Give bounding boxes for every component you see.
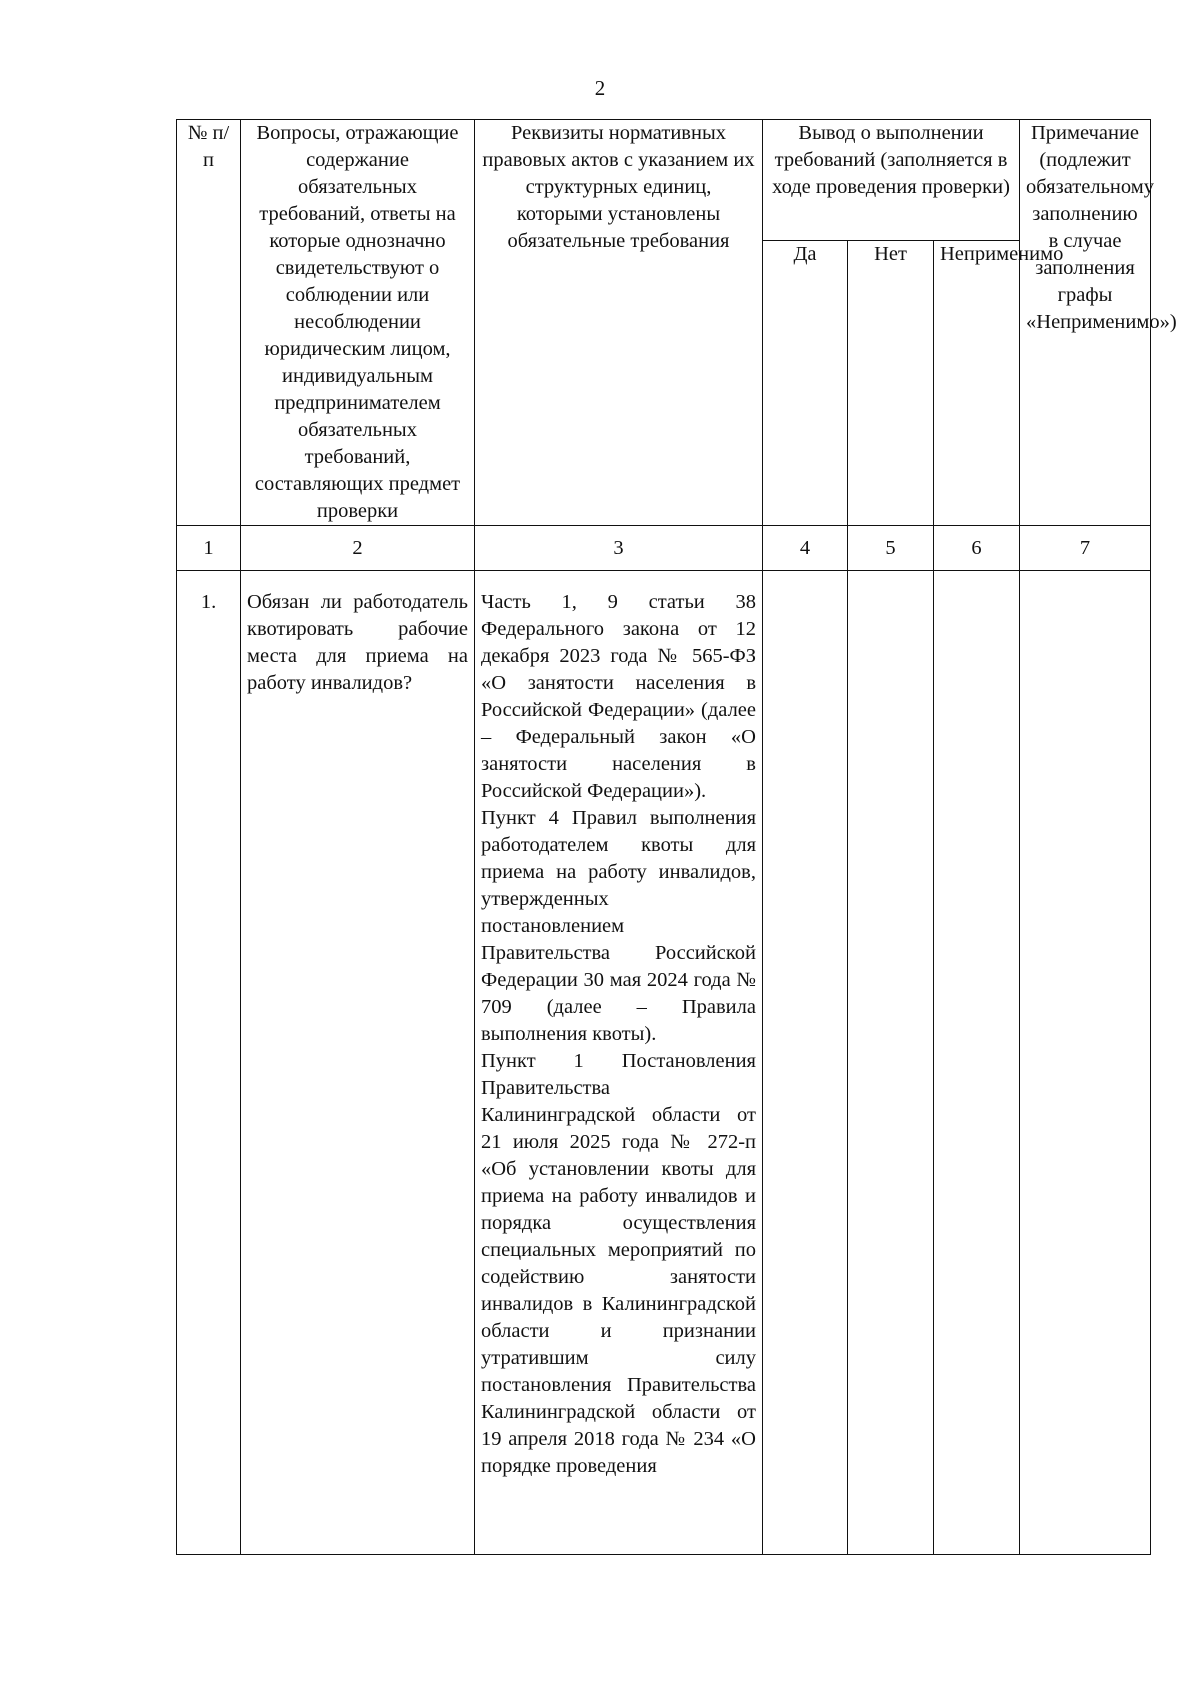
header-question: Вопросы, отражающие содержание обязательных требований, ответы на которые однозначно свидетельствуют о соблюдении или несоблюдении юридическим лицом, индивидуальным предпринимателем обязательных требований, составляющих предмет проверки	[241, 120, 475, 526]
column-number: 3	[475, 526, 763, 571]
legal-ref-paragraph: Пункт 1 Постановления Правительства Калининградской области от 21 июля 2025 года № 272-п «Об установлении квоты для приема на работу инвалидов и порядка осуществления специальных мероприятий по содействию занятости инвалидов в Калининградской области и признании утратившим силу постановления Правительства Калининградской области от 19 апреля 2018 года № 234 «О порядке проведения	[481, 1050, 756, 1477]
column-number: 4	[763, 526, 848, 571]
header-conclusion: Вывод о выполнении требований (заполняется в ходе проведения проверки)	[763, 120, 1020, 241]
header-note: Примечание (подлежит обязательному заполнению в случае заполнения графы «Неприменимо»)	[1020, 120, 1151, 526]
cell-yes[interactable]	[763, 571, 848, 1555]
legal-ref-paragraph: Пункт 4 Правил выполнения работодателем квоты для приема на работу инвалидов, утвержденных постановлением Правительства Российской Федерации 30 мая 2024 года № 709 (далее – Правила выполнения квоты).	[481, 807, 756, 1045]
row-question: Обязан ли работодатель квотировать рабочие места для приема на работу инвалидов?	[241, 571, 475, 1555]
column-number-row	[177, 526, 1151, 571]
header-row	[177, 120, 1151, 241]
column-number: 2	[241, 526, 475, 571]
cell-no[interactable]	[848, 571, 934, 1555]
header-not-applicable: Неприменимо	[934, 240, 1020, 525]
column-number: 5	[848, 526, 934, 571]
checklist-table	[176, 119, 1177, 1555]
cell-note[interactable]	[1020, 571, 1151, 1555]
row-legal-refs	[475, 571, 763, 1555]
column-number: 1	[177, 526, 241, 571]
header-yes: Да	[763, 240, 848, 525]
table-row	[177, 571, 1151, 1555]
column-number: 6	[934, 526, 1020, 571]
header-no: Нет	[848, 240, 934, 525]
legal-ref-paragraph: Часть 1, 9 статьи 38 Федерального закона от 12 декабря 2023 года № 565-ФЗ «О занятости населения в Российской Федерации» (далее – Федеральный закон «О занятости населения в Российской Федерации»).	[481, 591, 756, 802]
header-legal-refs: Реквизиты нормативных правовых актов с указанием их структурных единиц, которыми установлены обязательные требования	[475, 120, 763, 526]
header-number: № п/п	[177, 120, 241, 526]
column-number: 7	[1020, 526, 1151, 571]
page-number: 2	[594, 76, 606, 100]
cell-not-applicable[interactable]	[934, 571, 1020, 1555]
row-number: 1.	[177, 571, 241, 1555]
